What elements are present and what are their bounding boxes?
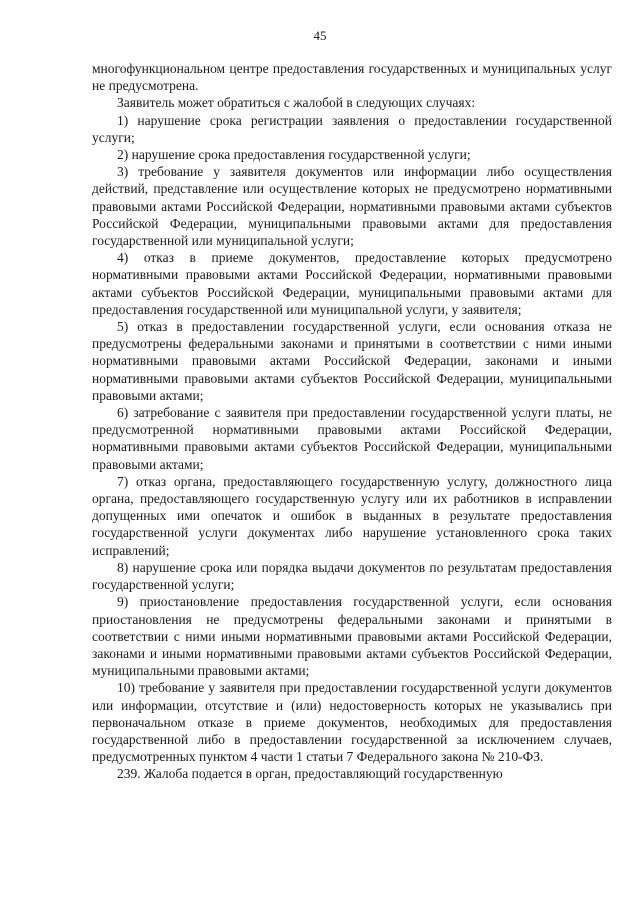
list-item-9: 9) приостановление предоставления государственной услуги, если основания приостановления не предусмотрены федеральными законами и принятыми в соответствии с ними иными нормативными правовыми актами Российской Федерации, законами и иными нормативными правовыми актами субъектов Российской Федерации, муниципальными правовыми актами; [92, 594, 612, 679]
list-item-3: 3) требование у заявителя документов или информации либо осуществления действий, представление или осуществление которых не предусмотрено нормативными правовыми актами Российской Федерации, нормативными правовыми актами субъектов Российской Федерации, муниципальными правовыми актами для предоставления государственной или муниципальной услуги; [92, 164, 612, 249]
list-item-7: 7) отказ органа, предоставляющего государственную услугу, должностного лица органа, предоставляющего государственную услугу или их работников в исправлении допущенных ими опечаток и ошибок в выданных в результате предоставления государственной услуги документах либо нарушение установленного срока таких исправлений; [92, 473, 612, 558]
paragraph-239: 239. Жалоба подается в орган, предоставляющий государственную [117, 766, 503, 782]
list-item-4: 4) отказ в приеме документов, предоставление которых предусмотрено нормативными правовыми актами Российской Федерации, нормативными правовыми актами субъектов Российской Федерации, муниципальными правовыми актами для предоставления государственной или муниципальной услуги, у заявителя; [92, 250, 612, 317]
paragraph-continuation: многофункциональном центре предоставления государственных и муниципальных услуг не предусмотрена. [92, 61, 612, 94]
page-number: 45 [313, 28, 327, 43]
list-item-5: 5) отказ в предоставлении государственной услуги, если основания отказа не предусмотрены федеральными законами и принятыми в соответствии с ними иными нормативными правовыми актами Российской Федерации, законами и иными нормативными правовыми актами субъектов Российской Федерации, муниципальными правовыми актами; [92, 319, 612, 403]
list-item-8: 8) нарушение срока или порядка выдачи документов по результатам предоставления государственной услуги; [92, 559, 612, 593]
list-item-1: 1) нарушение срока регистрации заявления о предоставлении государственной услуги; [92, 112, 612, 145]
paragraph-complaint-cases-intro: Заявитель может обратиться с жалобой в следующих случаях: [117, 95, 476, 111]
document-body [92, 60, 612, 783]
list-item-6: 6) затребование с заявителя при предоставлении государственной услуги платы, не предусмотренной нормативными правовыми актами Российской Федерации, нормативными правовыми актами субъектов Российской Федерации, муниципальными правовыми актами; [92, 405, 612, 472]
list-item-2: 2) нарушение срока предоставления государственной услуги; [117, 147, 471, 163]
list-item-10: 10) требование у заявителя при предоставлении государственной услуги документов или информации, отсутствие и (или) недостоверность которых не указывались при первоначальном отказе в приеме документов, необходимых для предоставления государственной либо в предоставлении государственной за исключением случаев, предусмотренных пунктом 4 части 1 статьи 7 Федерального закона № 210-ФЗ. [92, 680, 612, 765]
